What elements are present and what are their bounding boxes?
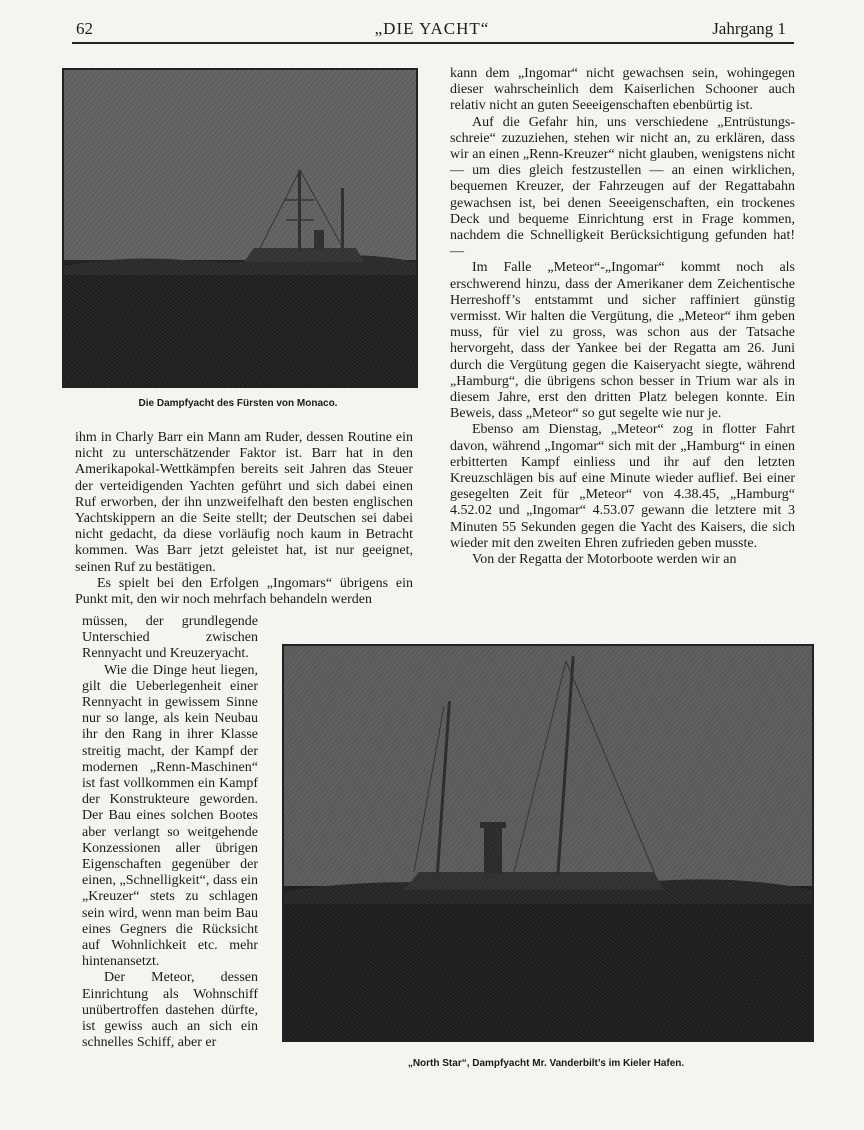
paragraph: Es spielt bei den Erfolgen „Ingomars“ übrigens ein Punkt mit, den wir noch mehrfach behandeln werden (75, 575, 413, 608)
figure-caption-1: Die Dampfyacht des Fürsten von Monaco. (138, 398, 338, 409)
header-rule (72, 42, 794, 44)
journal-title: „DIE YACHT“ (374, 19, 490, 38)
volume-label: Jahrgang 1 (712, 19, 786, 38)
figure-caption-2: „North Star“, Dampfyacht Mr. Vanderbilt’s im Kieler Hafen. (407, 1058, 685, 1069)
figure-photo-monaco-yacht (62, 68, 418, 388)
paragraph: kann dem „Ingomar“ nicht gewachsen sein, wohingegen dieser wahrscheinlich dem Kaiserlichen Schooner auch relativ nicht an guten Seeeigenschaften ebenbürtig ist. (450, 66, 795, 114)
paragraph: Ebenso am Dienstag, „Meteor“ zog in flotter Fahrt davon, während „Ingomar“ sich mit der „Hamburg“ in einen erbitterten Kampf einliess und ihr auf den letzten Kreuzschlägen bis auf eine Minute wieder auflief. Bei einer gesegelten Zeit für „Meteor“ von 4.38.45, „Hamburg“ 4.52.02 und „Ingomar“ 4.53.07 gewann die letztere mit 3 Minuten 55 Sekunden gegen die Yacht des Kaisers, die sich wieder mit den zweiten Ehren zufrieden geben musste. (450, 422, 795, 551)
paragraph: ihm in Charly Barr ein Mann am Ruder, dessen Routine ein nicht zu unterschätzender Faktor ist. Barr hat in den Amerikapokal-Wettkämpfen bereits seit Jahren das Steuer der verteidigenden Yachten geführt und sich dabei einen Ruf erworben, der ihn unzweifelhaft den besten englischen Yachtskippern an die Seite stellt; der Deutschen sei dabei nicht gedacht, da diese vorläufig noch kaum in Betracht kommen. Was Barr jetzt geleistet hat, ist nur geeignet, seinen Ruf zu bestätigen. (75, 430, 413, 575)
left-column-top (75, 430, 413, 608)
figure-photo-north-star (282, 644, 814, 1042)
page-number: 62 (76, 19, 93, 38)
paragraph: Wie die Dinge heut liegen, gilt die Ueberlegenheit einer Rennyacht in gewissem Sinne nur so lange, als kein Neubau ihr den Rang in ihrer Klasse streitig macht, der Kampf der modernen „Renn-Maschinen“ ist fast vollkommen ein Kampf der Konstrukteure geworden. Der Bau eines solchen Bootes aber verlangt so weitgehende Konzessionen aller übrigen Eigenschaften gegenüber der einen, „Schnelligkeit“, dass ein „Kreuzer“ stets zu schlagen sein wird, wenn man beim Bau eines Gegners die Rücksicht auf Wohnlichkeit etc. mehr hintenansetzt. (82, 662, 258, 970)
paragraph: Von der Regatta der Motorboote werden wir an (472, 552, 737, 568)
paragraph: müssen, der grundlegende Unterschied zwischen Rennyacht und Kreuzeryacht. (82, 614, 258, 662)
left-column-narrow (82, 614, 258, 1051)
paragraph: Im Falle „Meteor“-„Ingomar“ kommt noch als erschwerend hinzu, dass der Amerikaner dem Zeichentische Herreshoff’s entstammt und sicher raffiniert günstig vermisst. Wir halten die Vergütung, die „Meteor“ ihm geben muss, für viel zu gross, was schon aus der Tatsache hervorgeht, dass der Yankee bei der Regatta am 26. Juni durch die Vergütung gegen die Kaiseryacht siegte, während „Hamburg“, die übrigens schon besser in Trium war als in diesem Jahre, erst den dritten Platz belegen konnte. Ein Beweis, dass „Meteor“ so gut segelte wie nur je. (450, 260, 795, 422)
paragraph: Der Meteor, dessen Einrichtung als Wohnschiff unübertroffen dastehen dürfte, ist gewiss auch an sich ein schnelles Schiff, aber er (82, 970, 258, 1051)
right-column (450, 66, 795, 568)
paragraph: Auf die Gefahr hin, uns verschiedene „Entrüstungs-schreie“ zuzuziehen, stehen wir nicht an, zu erklären, dass wir an einen „Renn-Kreuzer“ nicht glauben, wenigstens nicht — um dies gleich festzustellen — an einen wirklichen, bequemen Kreuzer, der Fahrzeugen auf der Regattabahn gewachsen ist, bei denen Seeeigenschaften, ein trockenes Deck und bequeme Einrichtung erst in Frage kommen, nachdem die Schnelligkeit Berücksichtigung gefunden hat! — (450, 114, 795, 260)
